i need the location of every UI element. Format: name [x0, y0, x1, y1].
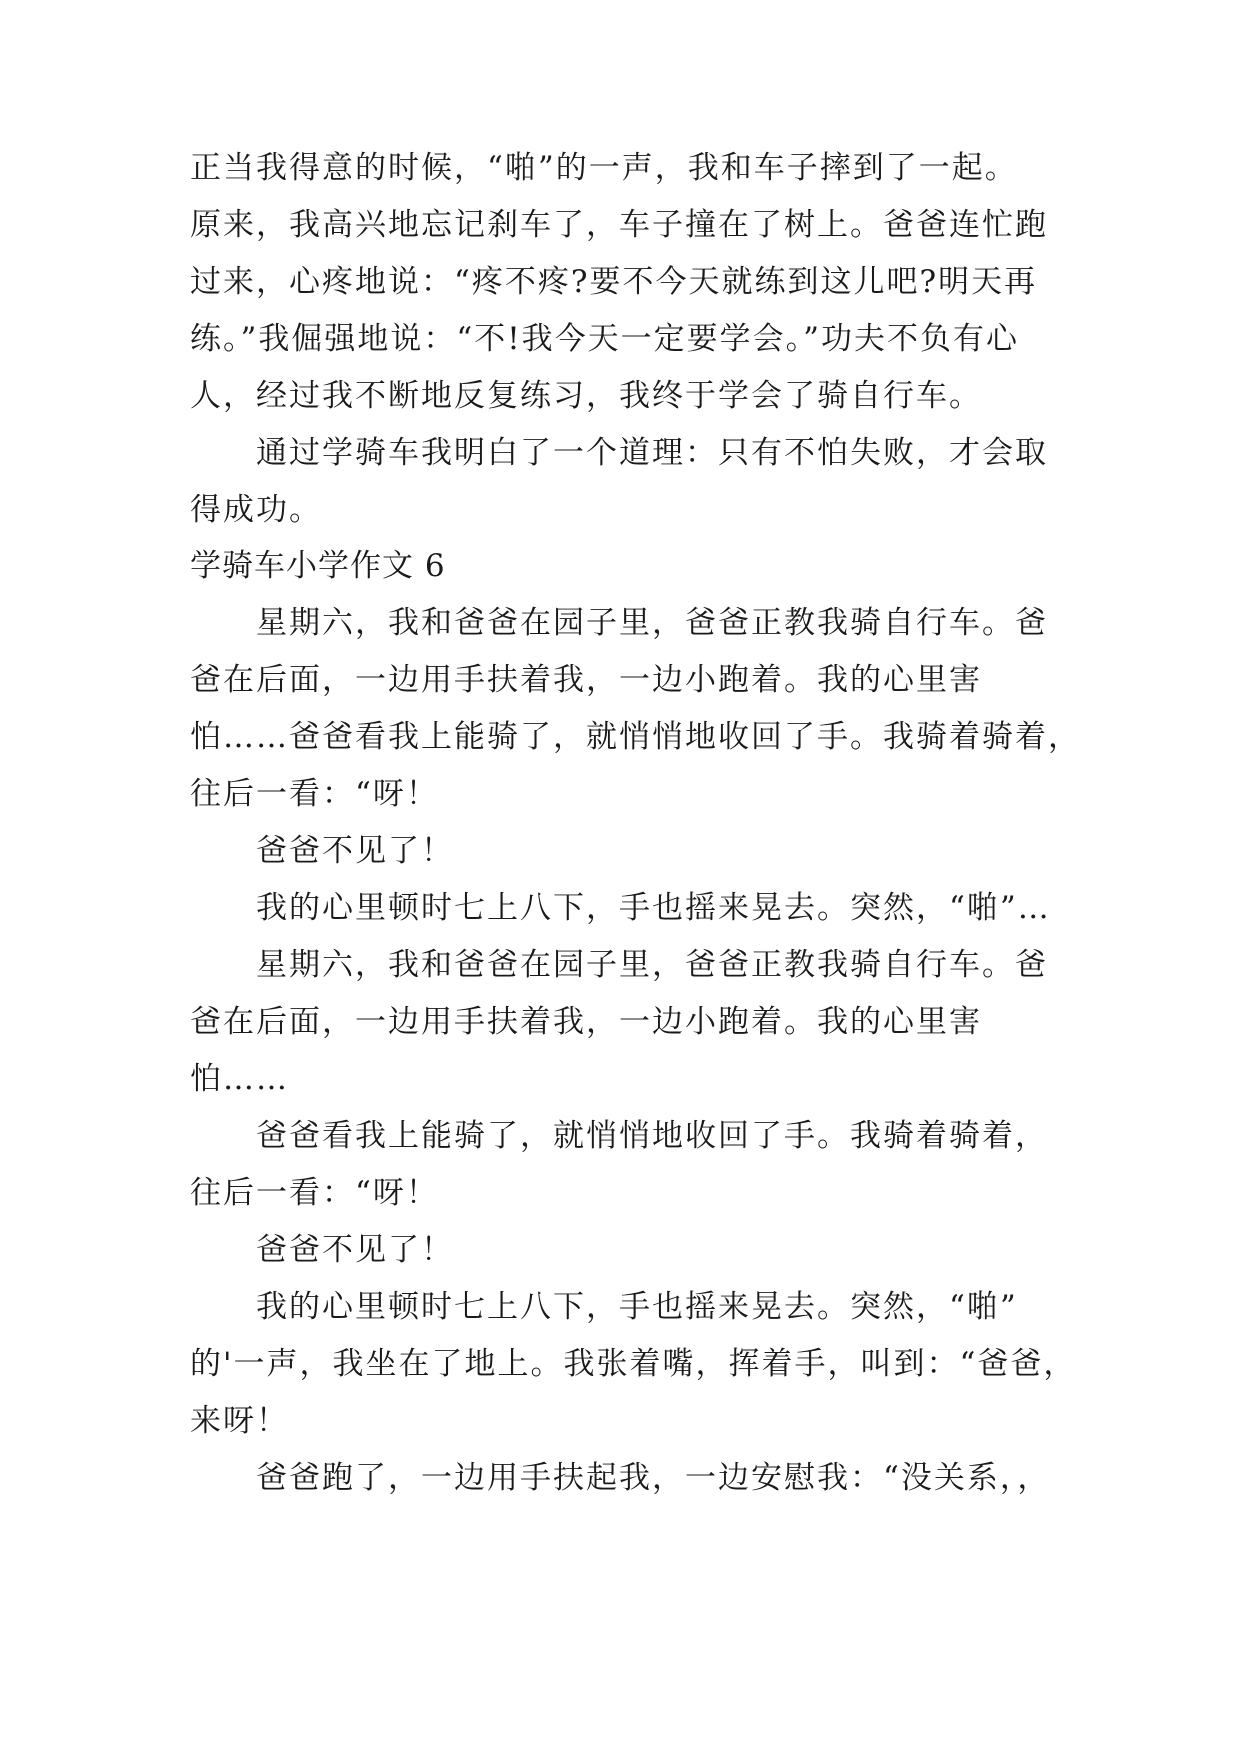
text-line: 怕……爸爸看我上能骑了，就悄悄地收回了手。我骑着骑着， [190, 719, 1081, 755]
paragraph-start: 我的心里顿时七上八下，手也摇来晃去。突然，“啪” [256, 1289, 1018, 1325]
section-heading: 学骑车小学作文 6 [190, 548, 446, 584]
paragraph-start: 爸爸跑了，一边用手扶起我，一边安慰我：“没关系，， [256, 1460, 1051, 1496]
text-line: 过来，心疼地说：“疼不疼?要不今天就练到这儿吧?明天再 [190, 264, 1038, 300]
paragraph-start: 爸爸不见了！ [256, 833, 454, 869]
text-line: 人，经过我不断地反复练习，我终于学会了骑自行车。 [190, 378, 982, 414]
paragraph-start: 我的心里顿时七上八下，手也摇来晃去。突然，“啪”… [256, 890, 1051, 926]
paragraph-start: 通过学骑车我明白了一个道理：只有不怕失败，才会取 [256, 435, 1048, 471]
paragraph-start: 星期六，我和爸爸在园子里，爸爸正教我骑自行车。爸 [256, 947, 1048, 983]
text-line: 怕…… [190, 1061, 289, 1097]
text-line: 的'一声，我坐在了地上。我张着嘴，挥着手，叫到：“爸爸， [190, 1346, 1077, 1382]
paragraph-start: 爸爸不见了！ [256, 1232, 454, 1268]
text-line: 往后一看：“呀！ [190, 776, 439, 812]
text-line: 练。”我倔强地说：“不!我今天一定要学会。”功夫不负有心 [190, 321, 1019, 357]
text-line: 原来，我高兴地忘记刹车了，车子撞在了树上。爸爸连忙跑 [190, 207, 1048, 243]
text-line: 爸在后面，一边用手扶着我，一边小跑着。我的心里害 [190, 1004, 982, 1040]
text-line: 正当我得意的时候，“啪”的一声，我和车子摔到了一起。 [190, 150, 1018, 186]
paragraph-start: 爸爸看我上能骑了，就悄悄地收回了手。我骑着骑着， [256, 1118, 1048, 1154]
text-line: 得成功。 [190, 492, 322, 528]
text-line: 爸在后面，一边用手扶着我，一边小跑着。我的心里害 [190, 662, 982, 698]
text-line: 往后一看：“呀！ [190, 1175, 439, 1211]
paragraph-start: 星期六，我和爸爸在园子里，爸爸正教我骑自行车。爸 [256, 605, 1048, 641]
text-line: 来呀！ [190, 1403, 289, 1439]
